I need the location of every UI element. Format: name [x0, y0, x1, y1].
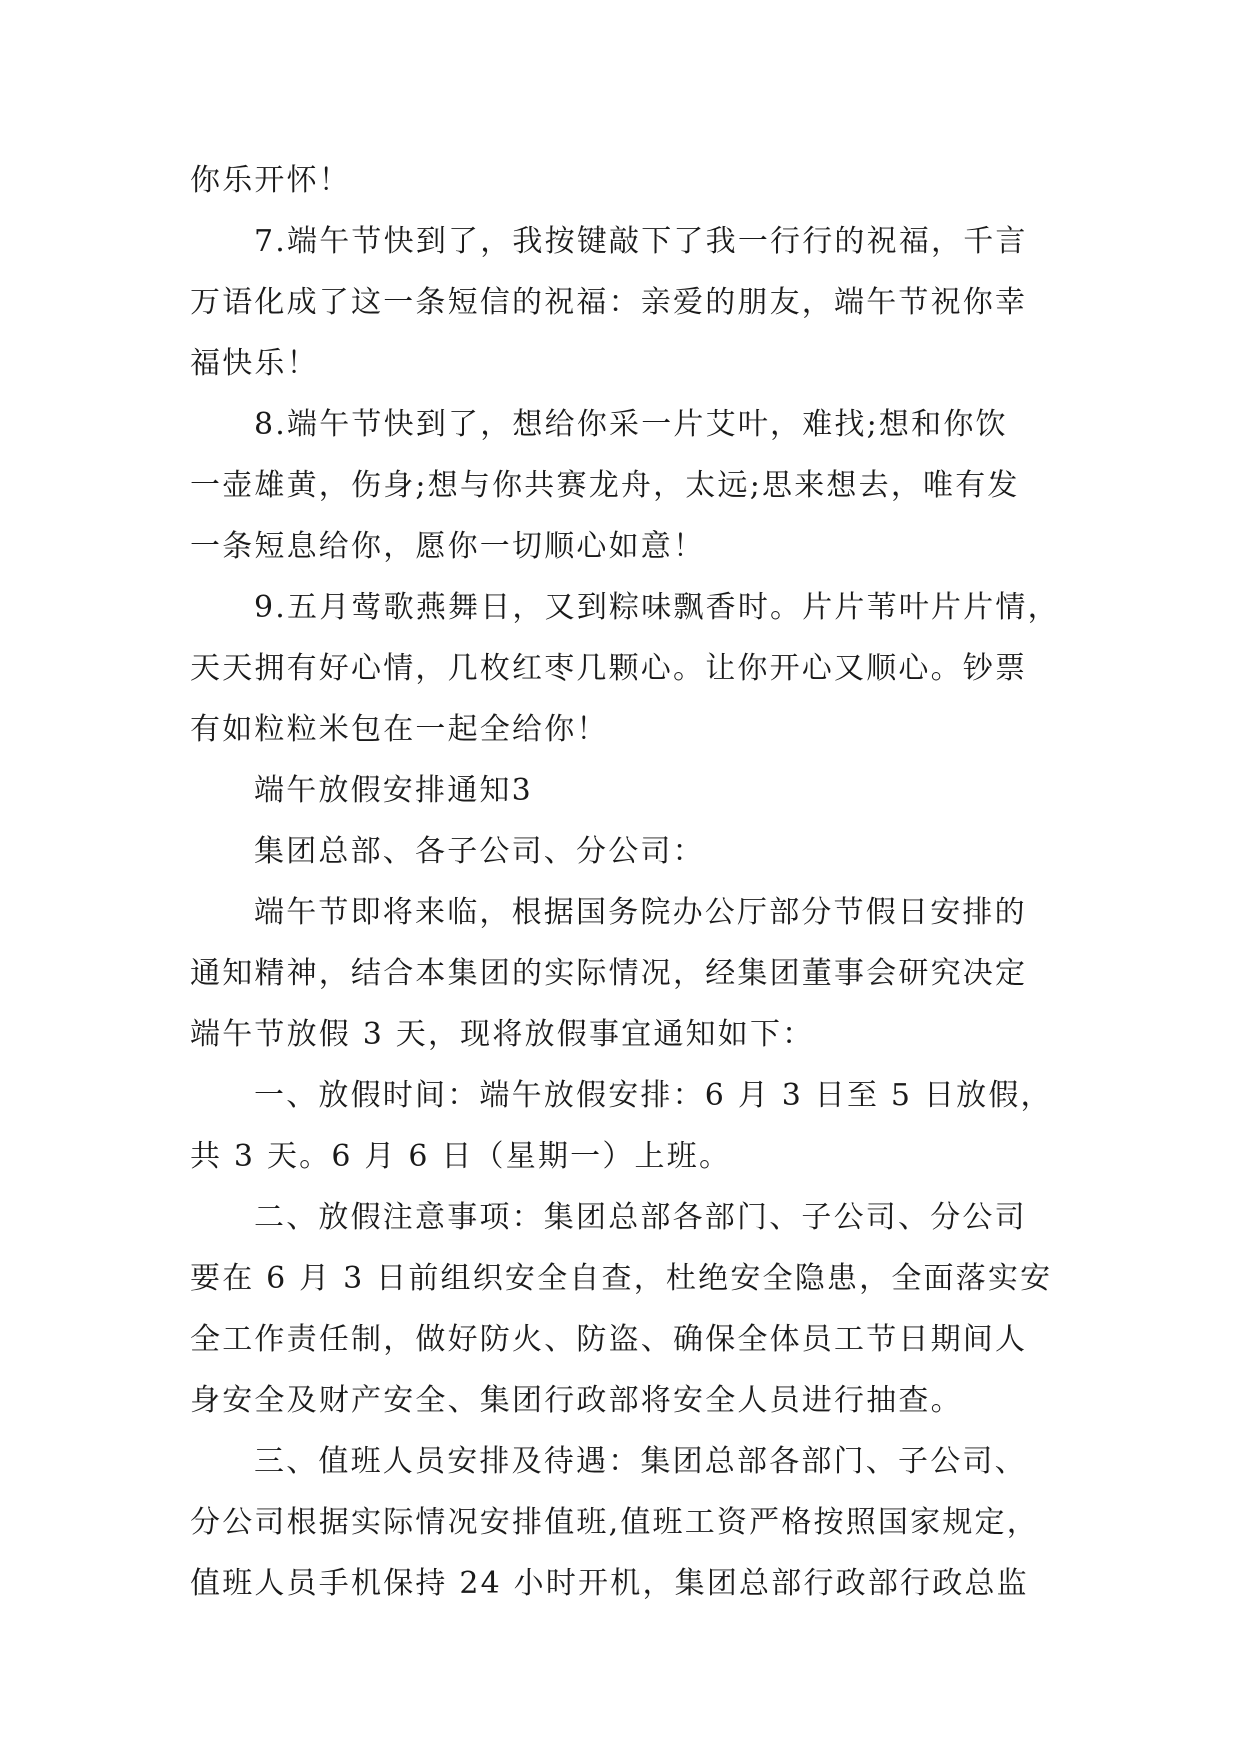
text-line: 7.端午节快到了，我按键敲下了我一行行的祝福，千言 — [254, 224, 1028, 259]
text-line: 共 3 天。6 月 6 日（星期一）上班。 — [190, 1139, 732, 1174]
text-line: 二、放假注意事项：集团总部各部门、子公司、分公司 — [254, 1200, 1027, 1235]
text-line: 一、放假时间：端午放假安排：6 月 3 日至 5 日放假， — [254, 1078, 1053, 1113]
text-line: 一壶雄黄，伤身;想与你共赛龙舟，太远;思来想去，唯有发 — [190, 468, 1020, 503]
text-line: 有如粒粒米包在一起全给你！ — [190, 712, 609, 747]
text-line: 一条短息给你，愿你一切顺心如意！ — [190, 529, 706, 564]
text-line: 三、值班人员安排及待遇：集团总部各部门、子公司、 — [254, 1444, 1027, 1479]
text-line: 8.端午节快到了，想给你采一片艾叶，难找;想和你饮 — [254, 407, 1008, 442]
text-line: 要在 6 月 3 日前组织安全自查，杜绝安全隐患，全面落实安 — [190, 1261, 1053, 1296]
text-line: 福快乐！ — [190, 346, 319, 381]
text-line: 万语化成了这一条短信的祝福：亲爱的朋友，端午节祝你幸 — [190, 285, 1028, 320]
text-line: 天天拥有好心情，几枚红枣几颗心。让你开心又顺心。钞票 — [190, 651, 1028, 686]
text-line: 9.五月莺歌燕舞日，又到粽味飘香时。片片苇叶片片情， — [254, 590, 1060, 625]
document-body — [190, 150, 1060, 1614]
text-line: 你乐开怀！ — [190, 163, 351, 198]
section-heading: 端午放假安排通知3 — [254, 773, 533, 808]
text-line: 全工作责任制，做好防火、防盗、确保全体员工节日期间人 — [190, 1322, 1028, 1357]
text-line: 分公司根据实际情况安排值班,值班工资严格按照国家规定， — [190, 1505, 1039, 1540]
text-line: 通知精神，结合本集团的实际情况，经集团董事会研究决定 — [190, 956, 1028, 991]
text-line: 身安全及财产安全、集团行政部将安全人员进行抽查。 — [190, 1383, 963, 1418]
text-line: 端午节即将来临，根据国务院办公厅部分节假日安排的 — [254, 895, 1027, 930]
text-line: 端午节放假 3 天，现将放假事宜通知如下： — [190, 1017, 815, 1052]
salutation: 集团总部、各子公司、分公司： — [254, 834, 705, 869]
text-line: 值班人员手机保持 24 小时开机，集团总部行政部行政总监 — [190, 1566, 1029, 1601]
